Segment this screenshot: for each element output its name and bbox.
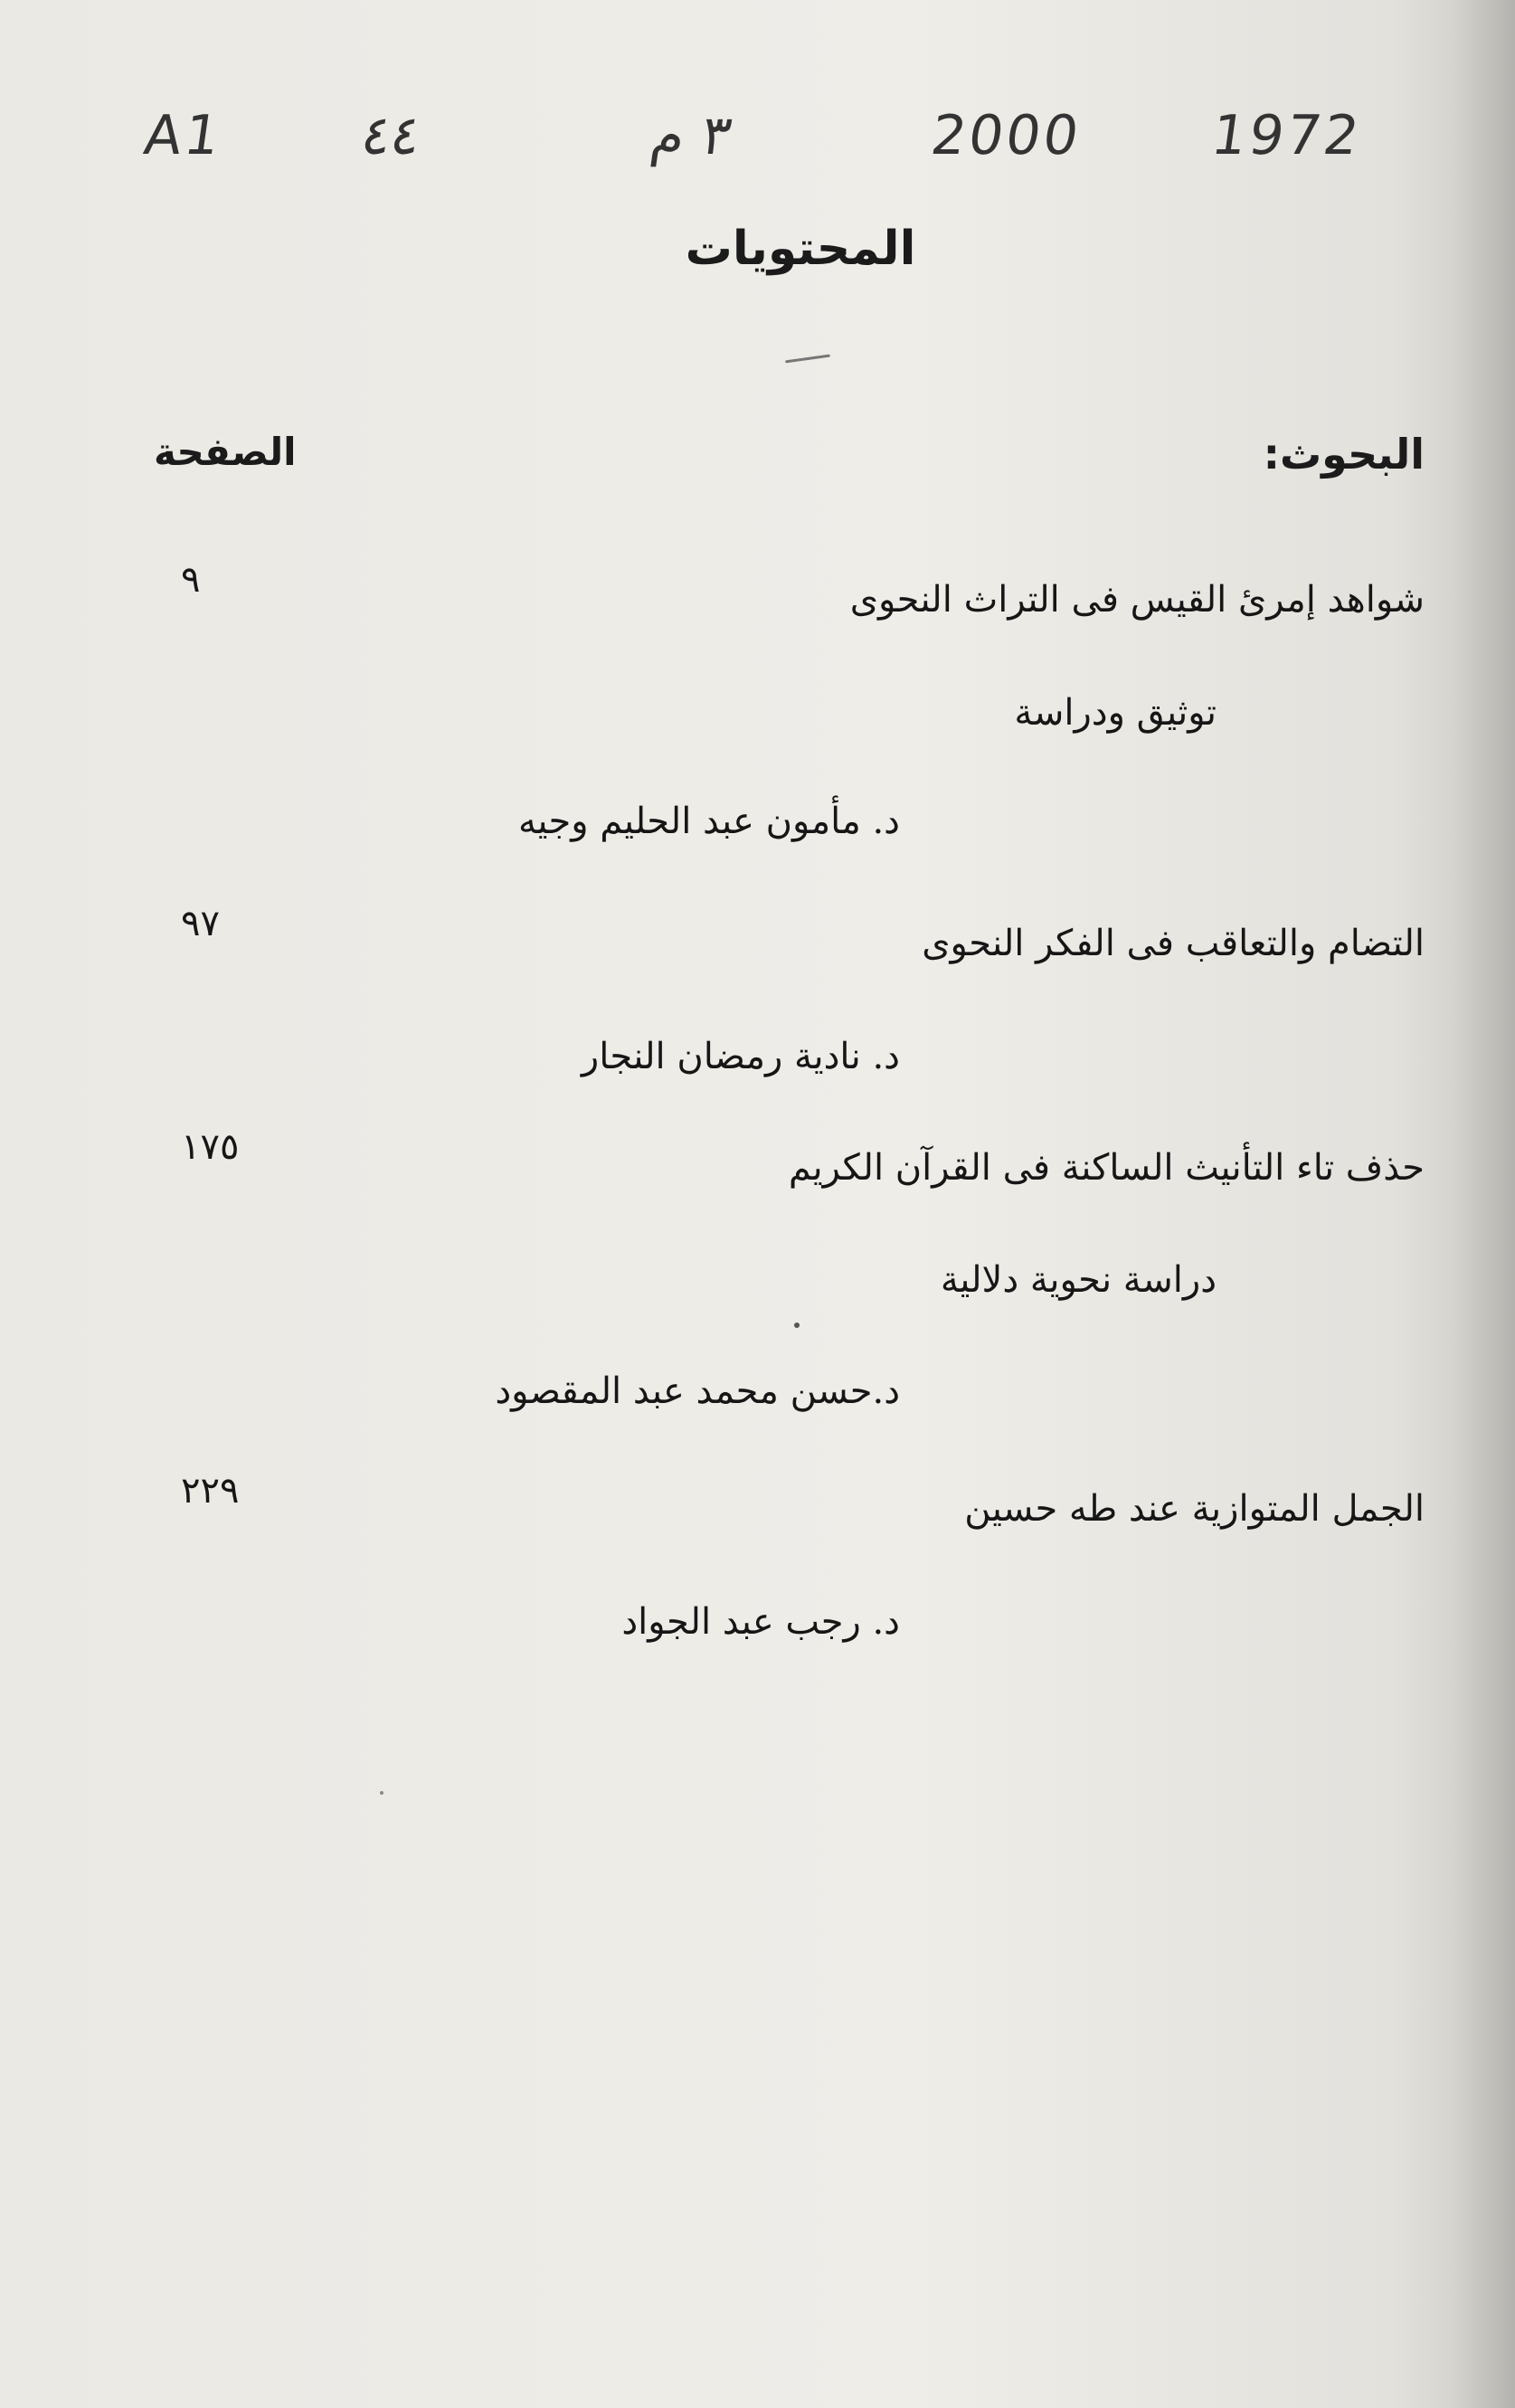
entry-page-number: ٩ <box>181 559 201 601</box>
entry-author: د. رجب عبد الجواد <box>621 1601 900 1643</box>
entry-page-number: ٢٢٩ <box>181 1470 240 1512</box>
entry-author: د. مأمون عبد الحليم وجيه <box>517 801 900 842</box>
page-title: المحتويات <box>685 222 916 276</box>
entry-title: التضام والتعاقب فى الفكر النحوى <box>922 923 1425 964</box>
scan-speck <box>794 1323 800 1328</box>
handwritten-note: ٣ م <box>647 104 736 167</box>
entry-title: شواهد إمرئ القيس فى التراث النحوى <box>849 579 1425 621</box>
section-label: البحوث: <box>1263 430 1425 479</box>
decorative-mark <box>785 355 830 364</box>
page-column-label: الصفحة <box>154 430 297 474</box>
entry-subtitle: توثيق ودراسة <box>1014 692 1217 734</box>
page-edge-shadow <box>1452 0 1515 2408</box>
scan-speck <box>380 1791 383 1795</box>
entry-title: حذف تاء التأنيث الساكنة فى القرآن الكريم <box>788 1147 1425 1189</box>
handwritten-note: 1972 <box>1207 104 1366 167</box>
handwritten-note: ٤٤ <box>357 104 425 167</box>
handwritten-note: A1 <box>140 104 227 167</box>
handwritten-note: 2000 <box>927 104 1085 167</box>
entry-subtitle: دراسة نحوية دلالية <box>940 1259 1217 1301</box>
entry-page-number: ٩٧ <box>181 903 220 944</box>
entry-title: الجمل المتوازية عند طه حسين <box>964 1488 1425 1530</box>
entry-page-number: ١٧٥ <box>181 1126 240 1168</box>
entry-author: د.حسن محمد عبد المقصود <box>495 1370 900 1412</box>
entry-author: د. نادية رمضان النجار <box>581 1036 900 1077</box>
